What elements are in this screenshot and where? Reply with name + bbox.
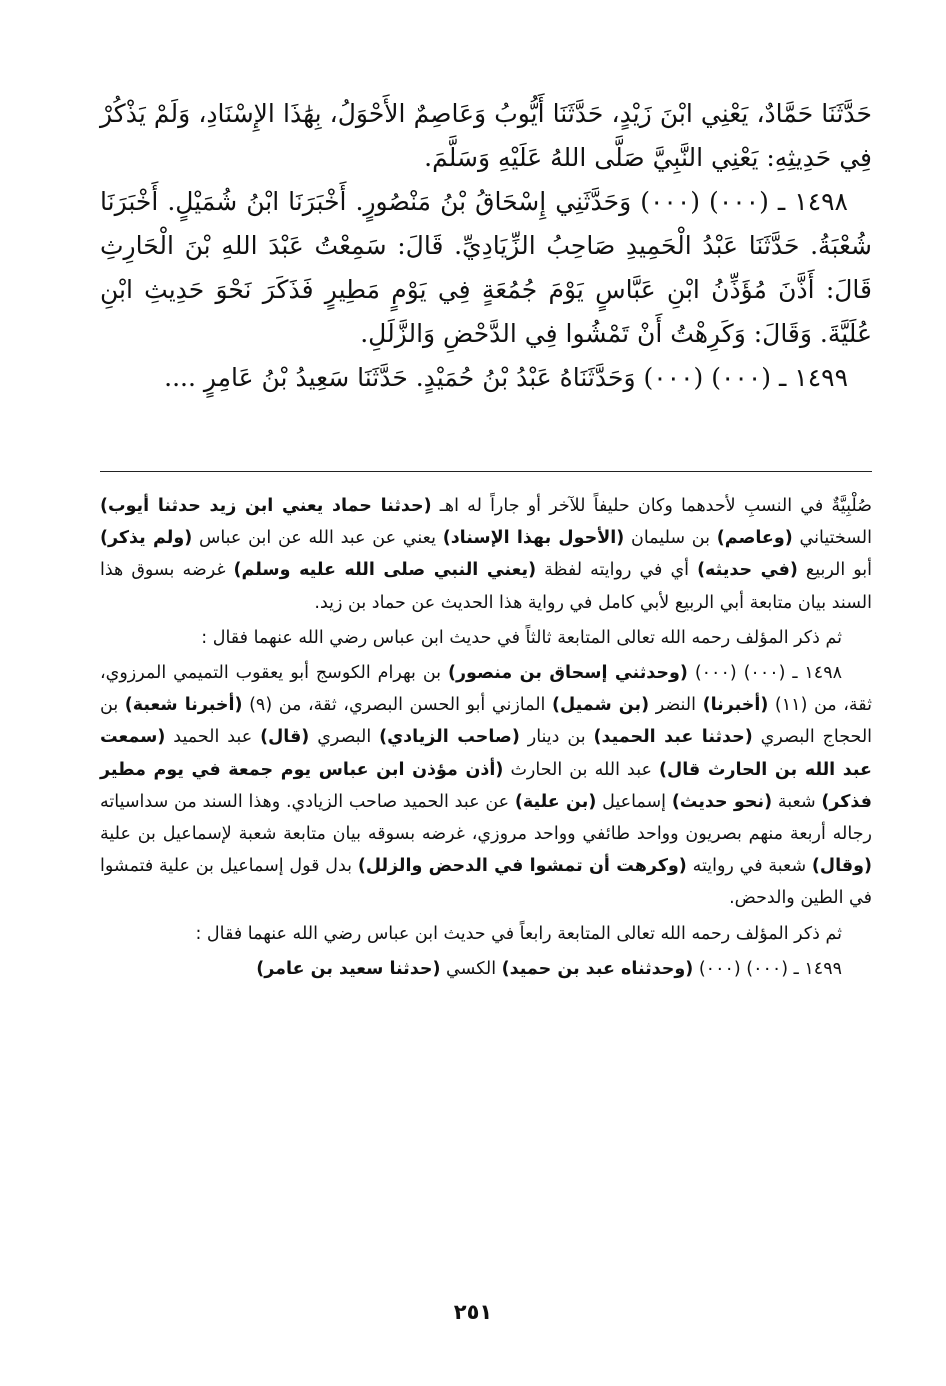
commentary-quoted-text: (سمعت عبد الله بن الحارث قال): [100, 727, 872, 780]
commentary-text: ثم ذكر المؤلف رحمه الله تعالى المتابعة رابعاً في حديث ابن عباس رضي الله عنهما فقال :: [195, 923, 842, 944]
commentary-text: بن دينار: [519, 727, 594, 748]
commentary-quoted-text: (نحو حديث): [671, 791, 773, 812]
commentary-text: أبو الربيع: [797, 560, 873, 581]
commentary-quoted-text: (قال): [260, 727, 310, 748]
commentary-quoted-text: (أخبرنا شعبة): [124, 695, 243, 716]
commentary-text: البصري: [309, 727, 380, 748]
commentary-text: صُلْبِيَّةٌ في النسبِ لأحدهما وكان حليفاً للآخر أو جاراً له اهـ: [431, 496, 872, 516]
commentary-quoted-text: (الأحول بهذا الإسناد): [442, 528, 625, 549]
commentary-text: المازني أبو الحسن البصري، ثقة، من (٩): [242, 695, 552, 716]
commentary-quoted-text: (وحدثني إسحاق بن منصور): [447, 663, 688, 684]
commentary-paragraph-3: [100, 657, 872, 915]
commentary-paragraph-1: [100, 490, 872, 619]
commentary-text: النضر: [649, 695, 703, 716]
commentary-quoted-text: (حدثنا سعيد بن عامر): [256, 958, 441, 979]
commentary-text: يعني عن عبد الله عن ابن عباس: [192, 528, 443, 549]
commentary-text: شعبة في روايته: [686, 856, 812, 877]
commentary-quoted-text: (حدثنا عبد الحميد): [593, 727, 753, 748]
commentary-paragraph-4: [100, 918, 872, 950]
commentary-quoted-text: (وعاصم): [716, 528, 793, 549]
commentary-text: غرضه بسوق هذا السند بيان متابعة أبي الربيع لأبي كامل في رواية هذا الحديث عن حماد بن زيد.: [100, 560, 872, 613]
commentary-text: السختياني: [792, 528, 872, 549]
commentary-quoted-text: (صاحب الزيادي): [379, 727, 520, 748]
commentary-quoted-text: (حدثنا حماد يعني ابن زيد حدثنا أيوب): [100, 496, 432, 516]
commentary-text: ١٤٩٨ ـ (٠٠٠) (٠٠٠): [687, 663, 843, 684]
commentary-paragraph-5: [100, 953, 872, 985]
commentary-text: بن سليمان: [624, 528, 717, 549]
commentary-text: شعبة: [772, 791, 822, 812]
commentary-text: إسماعيل: [596, 791, 672, 812]
commentary-quoted-text: (بن شميل): [552, 695, 650, 716]
commentary-quoted-text: (وقال): [811, 856, 872, 877]
hadith-paragraph-1: حَدَّثَنَا حَمَّادٌ، يَعْنِي ابْنَ زَيْدٍ، حَدَّثَنَا أَيُّوبُ وَعَاصِمٌ الأَحْوَلُ، بِهَٰذَا الإِسْنَادِ، وَلَمْ يَذْكُرْ فِي حَدِيثِهِ: يَعْنِي النَّبِيَّ صَلَّى اللهُ عَلَيْهِ وَسَلَّمَ.: [100, 99, 872, 172]
commentary-text: ١٤٩٩ ـ (٠٠٠) (٠٠٠): [693, 958, 842, 979]
commentary-paragraph-2: [100, 622, 872, 654]
commentary-quoted-text: (أذن مؤذن ابن عباس يوم جمعة في يوم مطير فذكر): [100, 759, 873, 812]
commentary-text: الكسي: [440, 958, 502, 979]
commentary-text: عبد الحميد: [165, 727, 261, 748]
commentary-quoted-text: (وحدثناه عبد بن حميد): [501, 958, 694, 979]
footnote-separator-line: [100, 471, 872, 472]
commentary-block: [100, 490, 872, 988]
commentary-quoted-text: (بن علية): [514, 791, 597, 812]
commentary-text: بدل قول إسماعيل بن علية فتمشوا في الطين والدحض.: [100, 856, 872, 909]
commentary-quoted-text: (في حديثه): [697, 560, 798, 581]
commentary-text: أي في روايته لفظة: [536, 560, 698, 581]
commentary-text: عن عبد الحميد صاحب الزيادي. وهذا السند من سداسياته رجاله أربعة منهم بصريون وواحد طائفي وواحد مروزي، غرضه بسوقه بيان متابعة شعبة لإسماعيل بن علية: [100, 791, 872, 845]
hadith-paragraph-1498: ١٤٩٨ ـ (٠٠٠) (٠٠٠) وَحَدَّثَنِي إِسْحَاقُ بْنُ مَنْصُورٍ. أَخْبَرَنَا ابْنُ شُمَيْلٍ. أَخْبَرَنَا شُعْبَةُ. حَدَّثَنَا عَبْدُ الْحَمِيدِ صَاحِبُ الزِّيَادِيِّ. قَالَ: سَمِعْتُ عَبْدَ اللهِ بْنَ الْحَارِثِ قَالَ: أَذَّنَ مُؤَذِّنُ ابْنِ عَبَّاسٍ يَوْمَ جُمُعَةٍ فِي يَوْمٍ مَطِيرٍ فَذَكَرَ نَحْوَ حَدِيثِ ابْنِ عُلَيَّةَ. وَقَالَ: وَكَرِهْتُ أَنْ تَمْشُوا فِي الدَّحْضِ وَالزَّلَلِ.: [100, 187, 872, 348]
commentary-quoted-text: (ولم يذكر): [100, 528, 193, 549]
commentary-quoted-text: (وكرهت أن تمشوا في الدحض والزلل): [357, 856, 687, 877]
page-number: ٢٥١: [453, 1300, 493, 1324]
commentary-text: بن بهرام الكوسج أبو يعقوب التميمي المرزوي، ثقة، من (١١): [100, 663, 872, 716]
commentary-text: ثم ذكر المؤلف رحمه الله تعالى المتابعة ثالثاً في حديث ابن عباس رضي الله عنهما فقال :: [201, 627, 842, 648]
commentary-quoted-text: (يعني النبي صلى الله عليه وسلم): [233, 560, 537, 581]
commentary-quoted-text: (أخبرنا): [702, 695, 769, 716]
commentary-text: بن الحجاج البصري: [100, 695, 873, 748]
hadith-paragraph-1499: ١٤٩٩ ـ (٠٠٠) (٠٠٠) وَحَدَّثَنَاهُ عَبْدُ بْنُ حُمَيْدٍ. حَدَّثَنَا سَعِيدُ بْنُ عَامِرٍ ....: [164, 363, 848, 392]
commentary-text: عبد الله بن الحارث: [503, 759, 660, 780]
hadith-text-block: [100, 92, 872, 400]
